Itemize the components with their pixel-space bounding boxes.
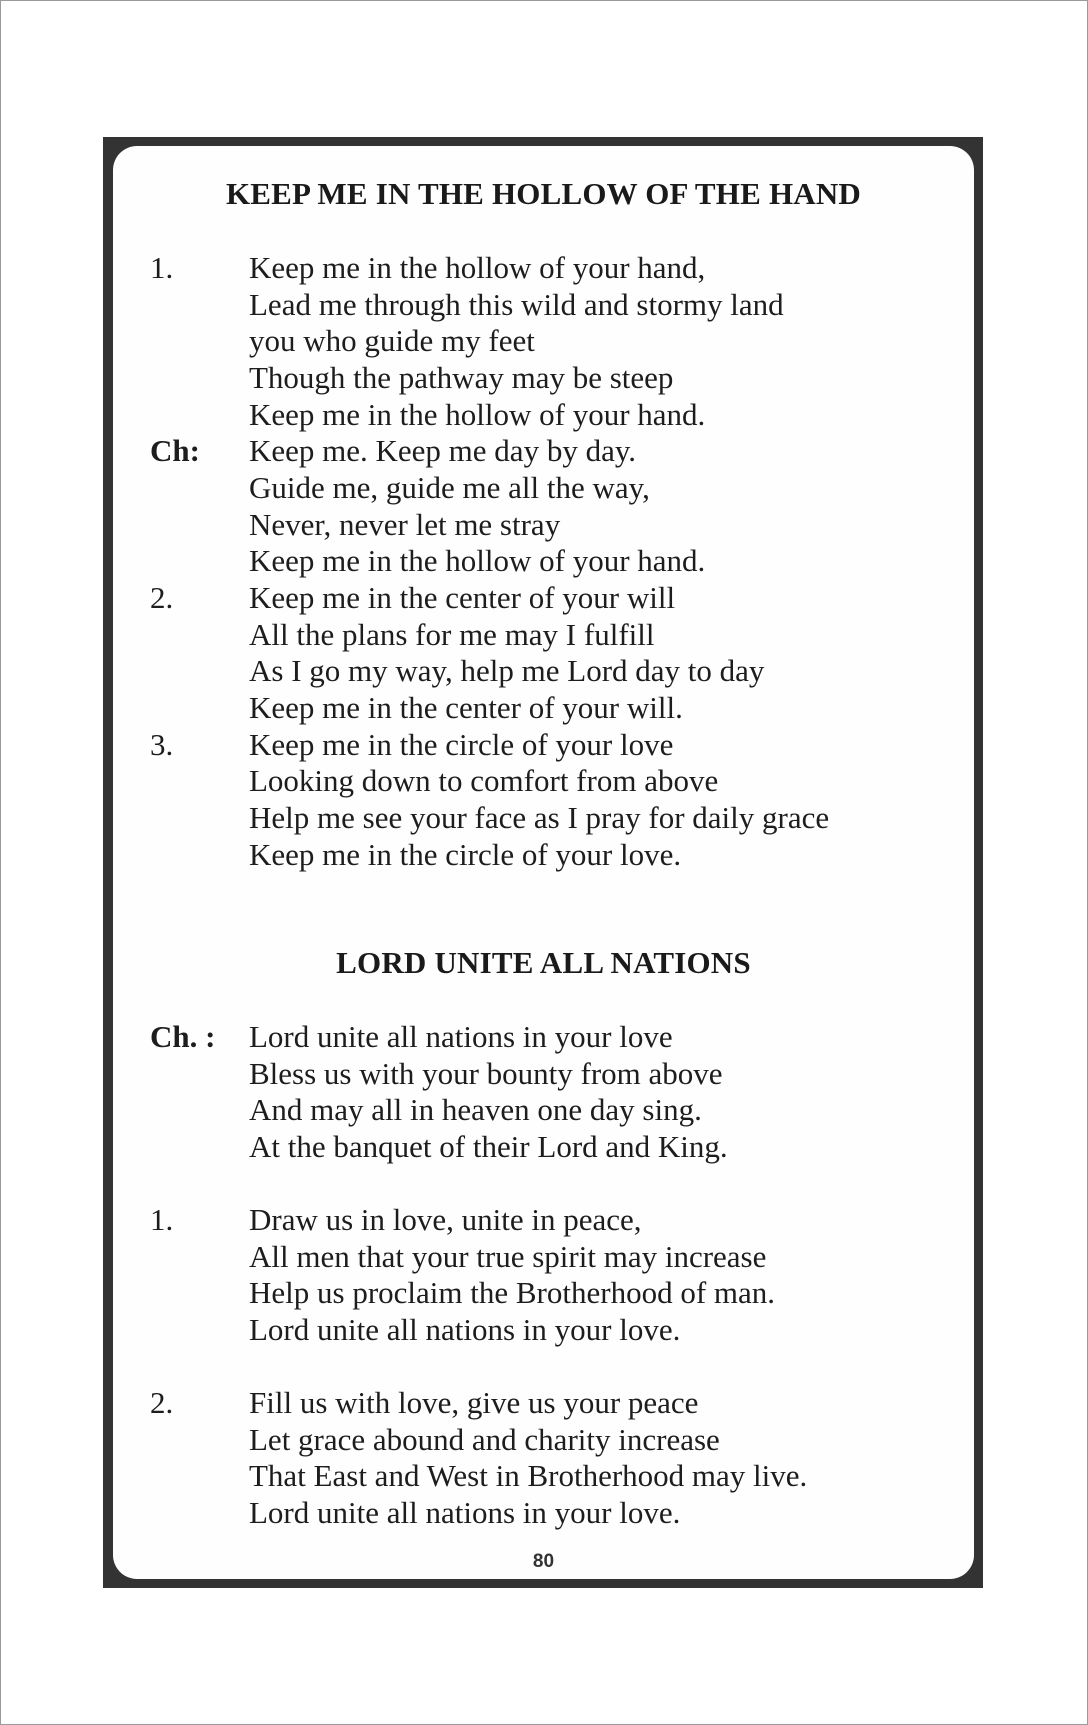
lyric-text: At the banquet of their Lord and King. xyxy=(249,1129,728,1164)
lyric-text: Lord unite all nations in your love. xyxy=(249,1495,681,1530)
lyric-text: Let grace abound and charity increase xyxy=(249,1422,720,1457)
lyric-text: Keep me. Keep me day by day. xyxy=(249,433,637,468)
verse-marker: 3. xyxy=(150,727,174,762)
song-title: LORD UNITE ALL NATIONS xyxy=(336,945,751,980)
chorus-marker: Ch: xyxy=(150,433,200,468)
lyric-text: Lord unite all nations in your love xyxy=(249,1019,673,1054)
chorus-marker: Ch. : xyxy=(150,1019,216,1054)
lyric-text: Keep me in the hollow of your hand. xyxy=(249,543,706,578)
lyric-text: Fill us with love, give us your peace xyxy=(249,1385,699,1420)
lyric-text: Keep me in the hollow of your hand. xyxy=(249,397,706,432)
verse-marker: 2. xyxy=(150,1385,174,1420)
verse-marker: 1. xyxy=(150,250,174,285)
page-number: 80 xyxy=(532,1551,555,1572)
lyric-text: That East and West in Brotherhood may live. xyxy=(249,1458,808,1493)
lyric-text: Help us proclaim the Brotherhood of man. xyxy=(249,1275,776,1310)
lyric-text: Help me see your face as I pray for daily grace xyxy=(249,800,830,835)
lyric-text: Draw us in love, unite in peace, xyxy=(249,1202,642,1237)
lyric-text: All the plans for me may I fulfill xyxy=(249,617,655,652)
song-title: KEEP ME IN THE HOLLOW OF THE HAND xyxy=(225,176,862,211)
lyric-text: Keep me in the center of your will. xyxy=(249,690,683,725)
lyric-text: Lord unite all nations in your love. xyxy=(249,1312,681,1347)
lyric-text: you who guide my feet xyxy=(249,323,535,358)
lyric-text: As I go my way, help me Lord day to day xyxy=(249,653,765,688)
lyric-text: Never, never let me stray xyxy=(249,507,561,542)
verse-marker: 2. xyxy=(150,580,174,615)
lyric-text: Keep me in the circle of your love xyxy=(249,727,674,762)
lyric-text: Keep me in the hollow of your hand, xyxy=(249,250,706,285)
lyric-text: Bless us with your bounty from above xyxy=(249,1056,723,1091)
lyric-text: Keep me in the circle of your love. xyxy=(249,837,682,872)
lyric-text: All men that your true spirit may increase xyxy=(249,1239,767,1274)
verse-marker: 1. xyxy=(150,1202,174,1237)
lyric-text: Guide me, guide me all the way, xyxy=(249,470,650,505)
lyric-text: Lead me through this wild and stormy land xyxy=(249,287,784,322)
lyric-text: Though the pathway may be steep xyxy=(249,360,674,395)
lyric-text: Keep me in the center of your will xyxy=(249,580,676,615)
lyric-text: Looking down to comfort from above xyxy=(249,763,719,798)
lyric-text: And may all in heaven one day sing. xyxy=(249,1092,702,1127)
